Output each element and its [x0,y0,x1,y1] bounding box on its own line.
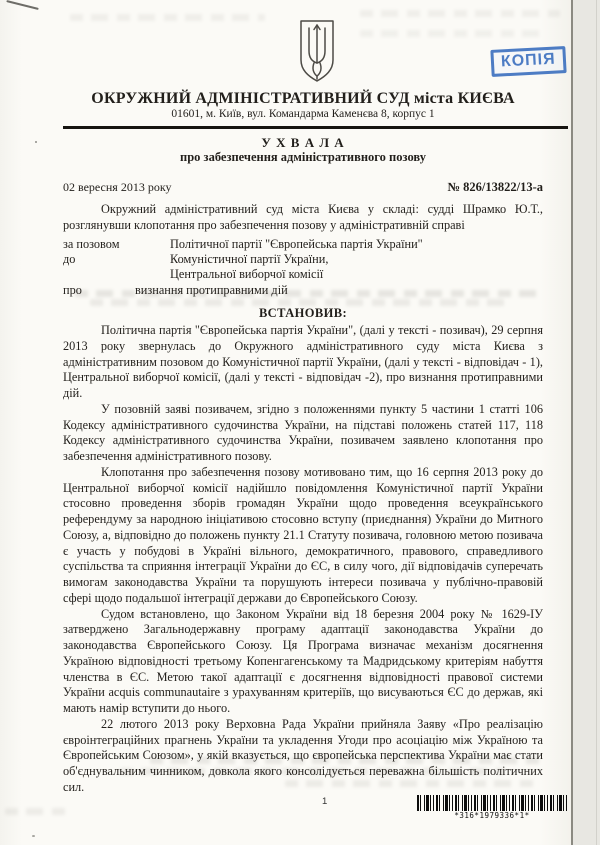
court-address: 01601, м. Київ, вул. Командарма Каменєва 8, корпус 1 [171,108,435,120]
scan-scratch-artifact [6,0,39,10]
case-parties [63,237,543,299]
body-paragraph: Політична партія "Європейська партія України", (далі у тексті - позивач), 29 серпня 2013 року звернулась до Окружного адміністративного суду міста Києва з адміністративним позовом до Комуністичної партії України, (далі у тексті - відповідач - 1), Центральної виборчої комісії, (далі у тексті - відповідач -2), про визнання протиправними дій. [63,323,543,401]
meta-row [63,180,543,195]
header-divider [63,126,568,129]
party-label [63,267,170,282]
barcode [417,795,567,820]
body-paragraph: Клопотання про забезпечення позову мотивовано тим, що 16 серпня 2013 року до Центральної виборчої комісії надійшло повідомлення Комуністичної партії України стосовно проведення зборів громадян України щодо проведення всеукраїнського референдуму за народною ініціативою стосовно вступу (приєднання) України до Митного Союзу, а, відповідно до положень пункту 21.1 Статуту позивача, головною метою позивача є участь у побудові в Україні вільного, демократичного, правового, справедливого суспільства та сприяння інтеграції України до ЄС, в силу чого, дії відповідачів суперечать вимогам законодавства України та порушують інтереси позивача у публічно-правовій сфері щодо подальшої інтеграції держави до Європейського Союзу. [63,464,543,605]
party-label: до [63,251,76,266]
party-row-defendant1 [63,252,543,267]
scan-speck [35,141,37,143]
party-value: визнання протиправними дій [135,282,288,297]
scan-edge-line [596,0,597,845]
party-value: Комуністичної партії України, [170,251,329,266]
document-subtitle: про забезпечення адміністративного позову [180,150,426,164]
body-paragraph: У позовній заяві позивачем, згідно з положеннями пункту 5 частини 1 статті 106 Кодексу адміністративного судочинства України, на підставі положень статей 117, 118 Кодексу адміністративного судочинства України, позивачем заявлено клопотання про забезпечення адміністративного позову. [63,401,543,464]
party-value: Центральної виборчої комісії [170,267,324,282]
party-label: про [63,282,82,297]
party-value: Політичної партії "Європейська партія України" [170,236,423,251]
bleed-through-artifact [5,808,70,815]
copy-stamp: КОПІЯ [490,46,566,77]
document-content [63,0,543,796]
resolution-heading: ВСТАНОВИВ: [258,306,348,321]
court-name: ОКРУЖНИЙ АДМІНІСТРАТИВНИЙ СУД міста КИЄВА [91,90,515,107]
body-paragraph: Судом встановлено, що Законом України від 18 березня 2004 року № 1629-ІУ затверджено Загальнодержавну програму адаптації законодавства України до законодавства Європейського Союзу. Ця Програма визначає механізм досягнення Україною відповідності третьому Копенгагенському та Мадридському критеріям набуття членства в ЄС. Метою такої адаптації є досягнення відповідності правової системи України acquis communautaire з урахуванням критеріїв, що висуваються ЄС до держав, які мають намір вступити до нього. [63,606,543,716]
party-label: за позовом [63,236,120,251]
party-row-plaintiff [63,237,543,252]
barcode-text: *316*1979336*1* [454,811,530,820]
party-row-defendant2 [63,267,543,282]
document-title: У Х В А Л А [261,135,345,150]
page-number: 1 [322,796,328,807]
case-number: № 826/13822/13-а [447,180,543,194]
document-date: 02 вересня 2013 року [63,180,172,194]
body-paragraph: 22 лютого 2013 року Верховна Рада України прийняла Заяву «Про реалізацію євроінтеграційних прагнень України та укладення Угоди про асоціацію між Україною та Європейським Союзом», у якій вказується, що європейська перспектива України має стати об'єднувальним чинником, довкола якого консолідується переважна більшість політичних сил. [63,716,543,794]
scan-speck [32,835,35,837]
barcode-bars-icon [417,795,567,811]
party-row-subject [63,283,543,298]
intro-paragraph: Окружний адміністративний суд міста Києва у складі: судді Шрамко Ю.Т., розглянувши клопотання про забезпечення позову у адміністративній справі [63,202,543,232]
